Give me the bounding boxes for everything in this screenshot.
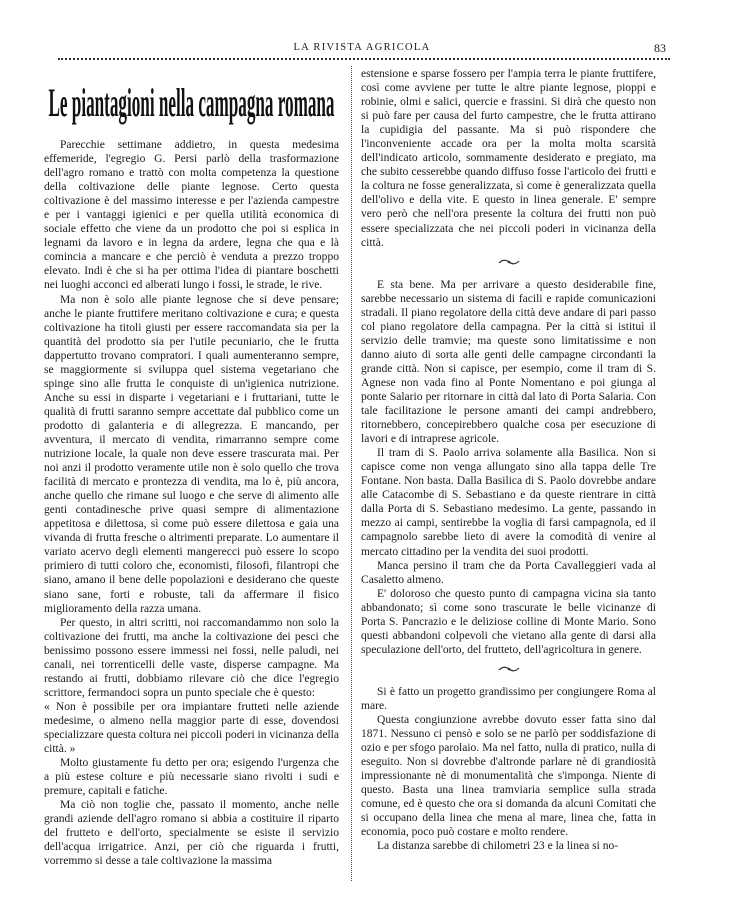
left-column [44, 66, 339, 868]
article-title-text: Le piantagioni nella campagna romana [48, 80, 335, 125]
right-column [361, 67, 656, 853]
section-separator-ornament [361, 254, 656, 272]
running-head [58, 42, 666, 58]
fleuron-icon [498, 664, 520, 674]
quotation: « Non è possibile per ora impiantare frutteti nelle aziende medesime, o almeno nella maggior parte di esse, dovendosi specializzare questa coltura nei piccoli poderi in vicinanza della città. » [44, 700, 339, 756]
paragraph: E' doloroso che questo punto di campagna vicina sia tanto abbandonato; sì come sono trascurate le belle vicinanze di Porta S. Pancrazio e le deliziose colline di Monte Mario. Sono questi abbandoni colpevoli che vietano alla gente di darsi alla speculazione dell'orto, del frutteto, dell'agricoltura in genere. [361, 587, 656, 656]
paragraph: Molto giustamente fu detto per ora; esigendo l'urgenza che a più estese colture e più necessarie siano rivolti i sudi e premure, capitali e fatiche. [44, 757, 339, 798]
paragraph: La distanza sarebbe di chilometri 23 e la linea si no- [377, 840, 619, 853]
paragraph: Ma ciò non toglie che, passato il momento, anche nelle grandi aziende dell'agro romano si abbia a costituire il riparto del frutteto e dell'orto, specialmente se esiste il servizio dell'acqua irrigatrice. Anzi, per ciò che riguarda i frutti, vorremmo si desse a tale coltivazione la massima [44, 799, 339, 868]
article-title-svg [44, 72, 339, 126]
page-number: 83 [654, 41, 666, 55]
paragraph: Parecchie settimane addietro, in questa medesima effemeride, l'egregio G. Persi parlò della trasformazione dell'agro romano e trattò con molta competenza la questione della coltivazione delle piante legnose. Certo questa coltivazione è del massimo interesse e per l'azienda campestre e per i vantaggi igienici e per quella utilità economica di sociale effetto che viene da un prodotto che poi si esplica in legnami da lavoro e in legna da ardere, legna che qua e là comincia a mancare e che perciò è venduta a prezzo troppo elevato. Indi è che si ha per ottima l'idea di piantare boschetti nei luoghi acconci ed alberati lungo i fossi, le strade, le rive. [44, 139, 339, 292]
section-separator-ornament [361, 661, 656, 679]
article-title [44, 72, 339, 128]
fleuron-icon [498, 257, 520, 267]
column-divider [351, 66, 352, 881]
paragraph: Si è fatto un progetto grandissimo per congiungere Roma al mare. [361, 685, 656, 712]
paragraph: Per questo, in altri scritti, noi raccomandammo non solo la coltivazione dei frutti, ma anche la coltivazione dei pesci che benissimo possono essere immessi nei fossi, nelle paludi, nei canali, nei torrenticelli delle vaste, disperse campagne. Ma restando ai frutti, dobbiamo rilevare ciò che dice l'egregio scrittore, fermandoci sopra un punto speciale che è questo: [44, 616, 339, 699]
paragraph: Il tram di S. Paolo arriva solamente alla Basilica. Non si capisce come non venga allungato sino alla tappa delle Tre Fontane. Non basta. Dalla Basilica di S. Paolo dovrebbe andare alle Catacombe di S. Sebastiano e da queste rientrare in città dalla Porta di S. Sebastiano medesimo. La gente, passando in mezzo ai campi, sentirebbe la voglia di farsi campagnola, ed il campagnolo sarebbe lieto di avere la comodità di venire al mercato cittadino per la vendita dei suoi prodotti. [361, 447, 656, 558]
paragraph: Questa congiunzione avrebbe dovuto esser fatta sino dal 1871. Nessuno ci pensò e solo se ne parlò per soddisfazione di ozio e per sfogo parolaio. Ma nel fatto, nulla di pratico, nulla di eseguito. Non si dovrebbe d'altronde parlare nè di grandiosità impressionante nè di monumentalità che s'imponga. Niente di questo. Basta una linea tramviaria semplice sulla strada comune, ed è questo che ora si domanda da alcuni Comitati che si occupano della linea che mena al mare, linea che, fatta in economia, poco può costare e molto rendere. [361, 713, 656, 839]
paragraph: Manca persino il tram che da Porta Cavalleggieri vada al Casaletto almeno. [361, 559, 656, 586]
paragraph: estensione e sparse fossero per l'ampia terra le piante fruttifere, così come avviene per tutte le altre piante legnose, pioppi e robinie, olmi e salici, quercie e frassini. Si dirà che questo non si può fare per causa del furto campestre, che le frutta attirano la cupidigia del passante. Ma si può rispondere che l'inconveniente accade ora per la molta molta scarsità dell'indicato articolo, sommamente desiderato e pregiato, ma che subito cesserebbe quando diffuso fosse l'articolo dei frutti e la coltura ne fosse generalizzata, sì come è generalizzata quella dell'olivo e della vite. E questo in linea generale. E' sempre vero però che nell'ora presente la coltura dei frutti non può essere specializzata che nei piccoli poderi in vicinanza della città. [361, 68, 656, 249]
paragraph: Ma non è solo alle piante legnose che si deve pensare; anche le piante fruttifere meritano coltivazione e cura; e questa coltivazione ha titoli giusti per essere raccomandata sia per la quantità del prodotto sia per l'utile pecuniario, che le frutta dappertutto trovano compratori. I quali aumenteranno sempre, se maggiormente si sviluppa quel sistema vegetariano che spinge sino alle frutta le conquiste di un'igienica nutrizione. Anche su essi in disparte i vegetariani e i fruttariani, tutte le qualità di frutti saranno sempre accettate dal pubblico come un prodotto di galanteria e di allegrezza. E mancando, per avventura, il mercato di vendita, rimarranno sempre come nutrizione locale, la quale non deve essere trascurata mai. Per noi anzi il prodotto veramente utile non è solo quello che trova facilità di mercato e prontezza di vendita, ma lo è, più ancora, anche quello che rimane sul luogo e che serve di alimento alle genti contadinesche prive quasi sempre di alimentazione appetitosa e dilettosa, sì come può essere dilettosa e gaia una vivanda di frutta fresche o altrimenti preparate. Lo aumentare il variato acervo degli elementi mangerecci può essere lo scopo primiero di tutti coloro che, economisti, filosofi, filantropi che siano, amano il bene delle popolazioni e desiderano che queste siano sane, forti e robuste, tali da affermare il fisico miglioramento della razza umana. [44, 293, 339, 615]
paragraph: E sta bene. Ma per arrivare a questo desiderabile fine, sarebbe necessario un sistema di facili e rapide comunicazioni stradali. Il piano regolatore della città deve andare di pari passo col piano regolatore della campagna. Per la città si istituì il servizio delle tramvie; ma queste sono limitatissime e non danno aiuto di sorta alle genti delle campagne circondanti la grande città. Non si capisce, per esempio, come il tram di S. Agnese non vada fino al Ponte Nomentano e poi giunga al ponte Salario per ritornare in città dal lato di Porta Salaria. Con tale facilitazione le persone amanti dei campi andrebbero, ritornebbero, concepirebbero qualche cosa per esecuzione di lavori e di intraprese agricole. [361, 278, 656, 446]
header-dotted-rule [58, 58, 670, 60]
running-title: LA RIVISTA AGRICOLA [293, 42, 431, 53]
